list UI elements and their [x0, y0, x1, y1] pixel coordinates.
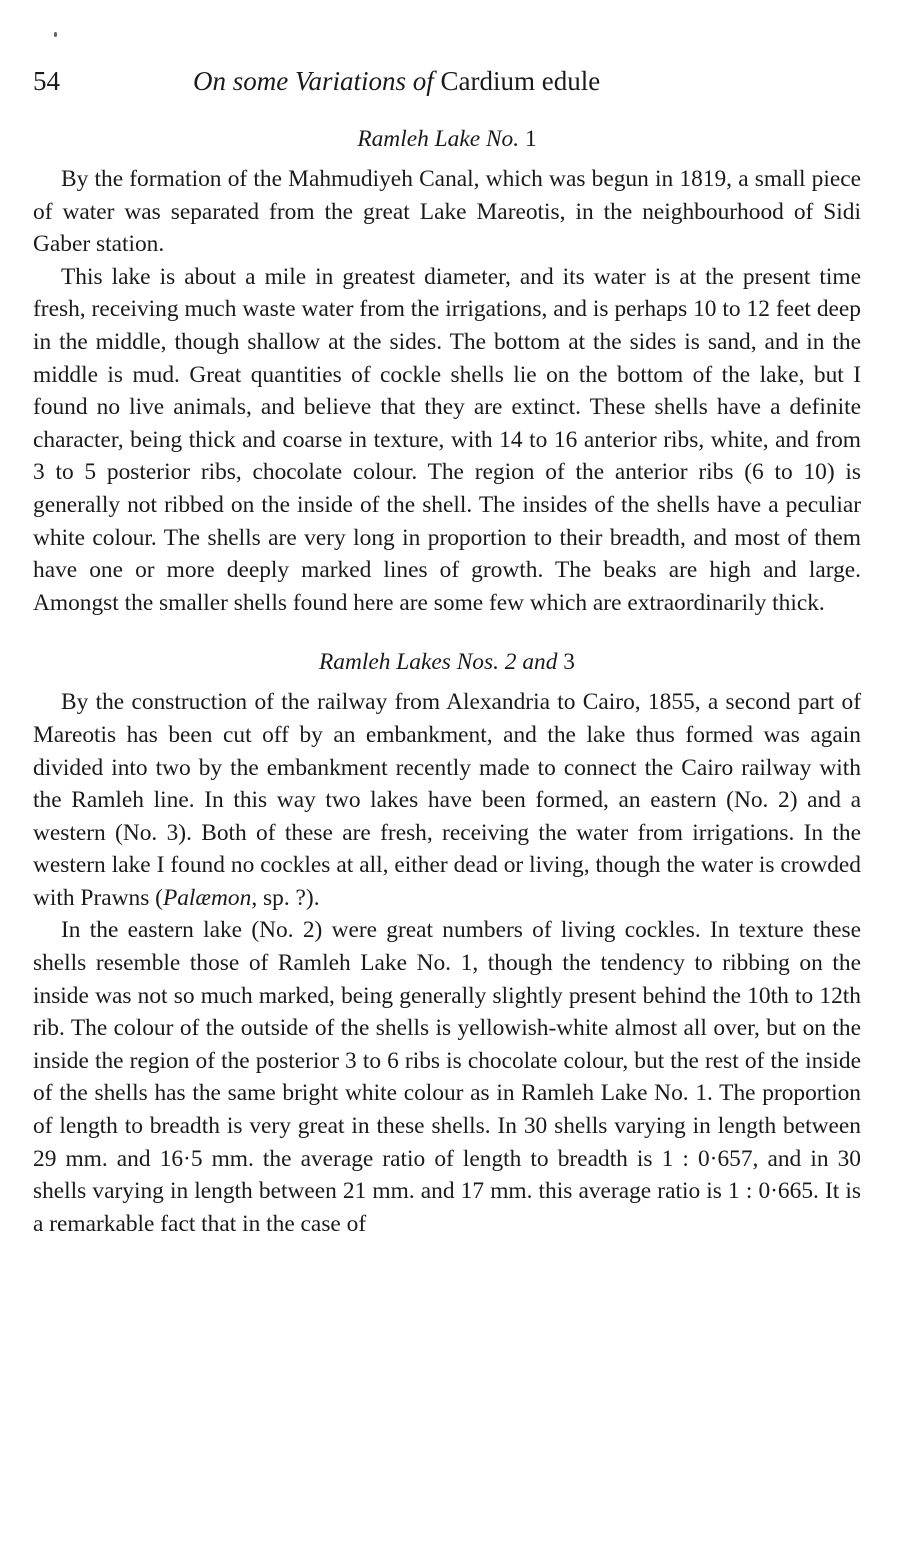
running-head: [33, 66, 863, 106]
running-title-roman: Cardium edule: [440, 66, 601, 96]
running-title-italic: On some Variations of: [193, 66, 434, 96]
paragraph-text-after: , sp. ?).: [251, 884, 320, 911]
section-heading-number: 1: [524, 126, 537, 152]
species-name-italic: Palæmon: [162, 884, 252, 911]
running-title: [193, 66, 600, 97]
section-heading-italic: Ramleh Lake No.: [357, 126, 520, 152]
paragraph: This lake is about a mile in greatest diameter, and its water is at the present time fresh, receiving much waste water from the irrigations, and is perhaps 10 to 12 feet deep in the middle, though shallow at the sides. The bottom at the sides is sand, and in the middle is mud. Great quantities of cockle shells lie on the bottom of the lake, but I found no live animals, and believe that they are extinct. These shells have a definite character, being thick and coarse in texture, with 14 to 16 anterior ribs, white, and from 3 to 5 posterior ribs, chocolate colour. The region of the anterior ribs (6 to 10) is generally not ribbed on the inside of the shell. The insides of the shells have a peculiar white colour. The shells are very long in proportion to their breadth, and most of them have one or more deeply marked lines of growth. The beaks are high and large. Amongst the smaller shells found here are some few which are extraordinarily thick.: [33, 263, 861, 616]
page-number: 54: [33, 66, 60, 96]
section-heading-ramleh-lake-1: [33, 118, 861, 163]
section-heading-italic: Ramleh Lakes Nos. 2 and: [318, 649, 558, 676]
paragraph: [33, 686, 861, 914]
paragraph: In the eastern lake (No. 2) were great numbers of living cockles. In texture these shells resemble those of Ramleh Lake No. 1, though the tendency to ribbing on the inside was not so much marked, being generally slightly present behind the 10th to 12th rib. The colour of the outside of the shells is yellowish-white almost all over, but on the inside the region of the posterior 3 to 6 ribs is chocolate colour, but the rest of the inside of the shells has the same bright white colour as in Ramleh Lake No. 1. The proportion of length to breadth is very great in these shells. In 30 shells varying in length between 29 mm. and 16·5 mm. the average ratio of length to breadth is 1 : 0·657, and in 30 shells varying in length between 21 mm. and 17 mm. this average ratio is 1 : 0·665. It is a remarkable fact that in the case of: [33, 917, 861, 1237]
body-text: [33, 118, 861, 1240]
paragraph: By the formation of the Mahmudiyeh Canal, which was begun in 1819, a small piece of water was separated from the great Lake Mareotis, in the neighbourhood of Sidi Gaber station.: [33, 166, 861, 258]
section-heading-ramleh-lakes-2-3: [33, 641, 861, 686]
print-speck: [54, 32, 57, 37]
section-heading-number: 3: [563, 649, 575, 676]
paragraph-text: By the construction of the railway from Alexandria to Cairo, 1855, a second part of Mareotis has been cut off by an embankment, and the lake thus formed was again divided into two by the embankment recently made to connect the Cairo railway with the Ramleh line. In this way two lakes have been formed, an eastern (No. 2) and a western (No. 3). Both of these are fresh, receiving the water from irrigations. In the western lake I found no cockles at all, either dead or living, though the water is crowded with Prawns (: [33, 689, 861, 911]
